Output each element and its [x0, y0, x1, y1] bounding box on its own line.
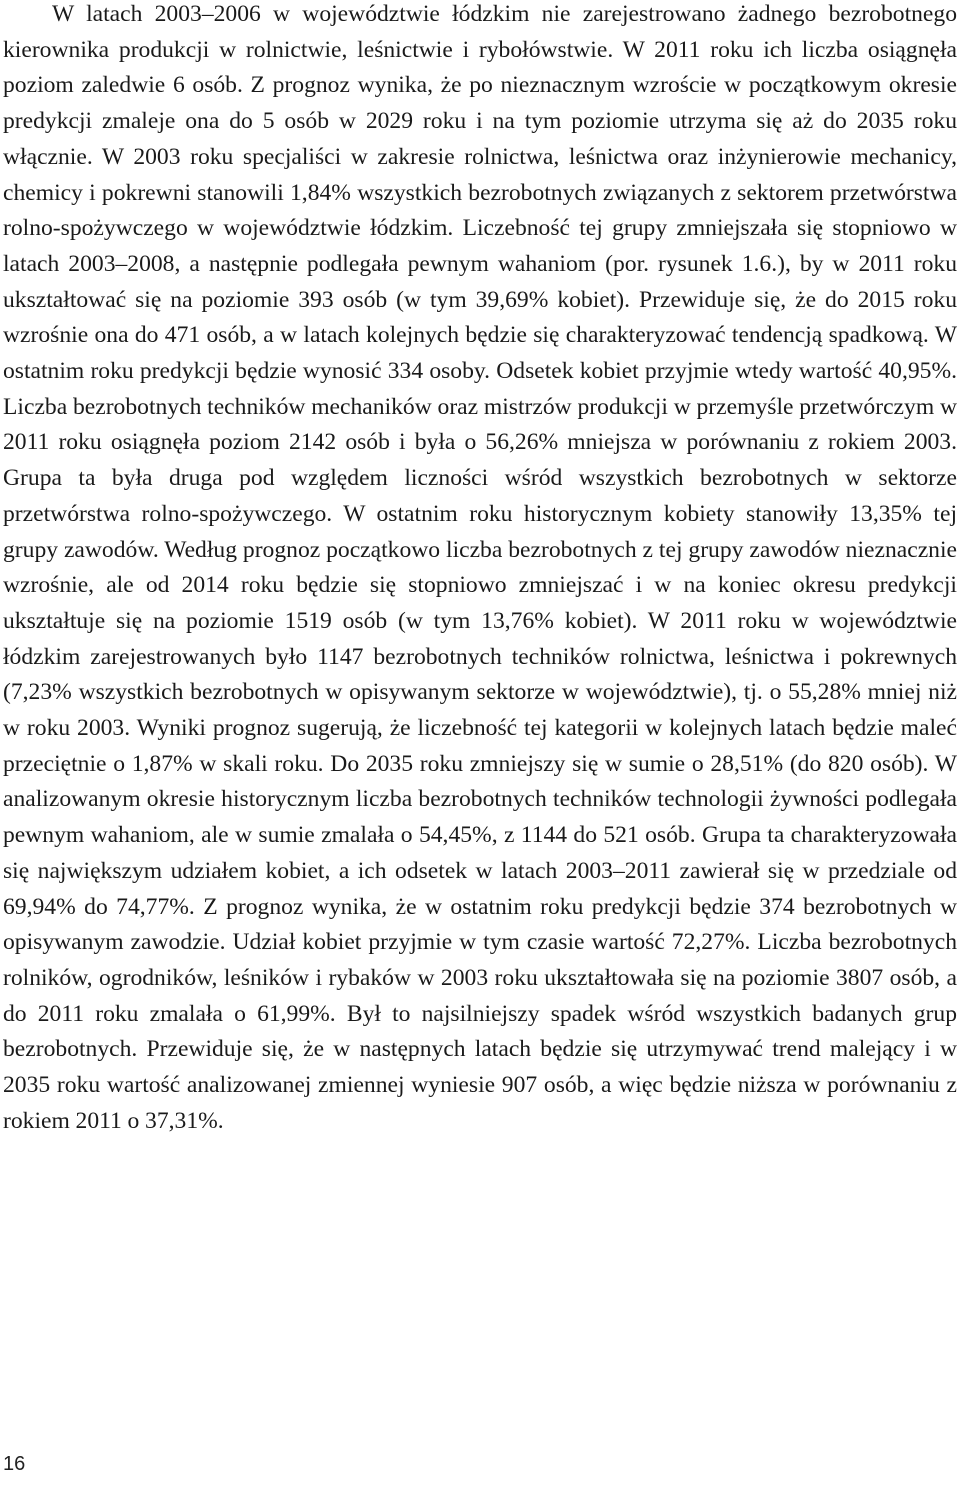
body-paragraph: W latach 2003–2006 w województwie łódzkim nie zarejestrowano żadnego bezrobotnego kierownika produkcji w rolnictwie, leśnictwie i rybołówstwie. W 2011 roku ich liczba osiągnęła poziom zaledwie 6 osób. Z prognoz wynika, że po nieznacznym wzroście w początkowym okresie predykcji zmaleje ona do 5 osób w 2029 roku i na tym poziomie utrzyma się aż do 2035 roku włącznie. W 2003 roku specjaliści w zakresie rolnictwa, leśnictwa oraz inżynierowie mechanicy, chemicy i pokrewni stanowili 1,84% wszystkich bezrobotnych związanych z sektorem przetwórstwa rolno-spożywczego w województwie łódzkim. Liczebność tej grupy zmniejszała się stopniowo w latach 2003–2008, a następnie podlegała pewnym wahaniom (por. rysunek 1.6.), by w 2011 roku ukształtować się na poziomie 393 osób (w tym 39,69% kobiet). Przewiduje się, że do 2015 roku wzrośnie ona do 471 osób, a w latach kolejnych będzie się charakteryzować tendencją spadkową. W ostatnim roku predykcji będzie wynosić 334 osoby. Odsetek kobiet przyjmie wtedy wartość 40,95%. Liczba bezrobotnych techników mechaników oraz mistrzów produkcji w przemyśle przetwórczym w 2011 roku osiągnęła poziom 2142 osób i była o 56,26% mniejsza w porównaniu z rokiem 2003. Grupa ta była druga pod względem liczności wśród wszystkich bezrobotnych w sektorze przetwórstwa rolno-spożywczego. W ostatnim roku historycznym kobiety stanowiły 13,35% tej grupy zawodów. Według prognoz początkowo liczba bezrobotnych z tej grupy zawodów nieznacznie wzrośnie, ale od 2014 roku będzie się stopniowo zmniejszać i w na koniec okresu predykcji ukształtuje się na poziomie 1519 osób (w tym 13,76% kobiet). W 2011 roku w województwie łódzkim zarejestrowanych było 1147 bezrobotnych techników rolnictwa, leśnictwa i pokrewnych (7,23% wszystkich bezrobotnych w opisywanym sektorze w województwie), tj. o 55,28% mniej niż w roku 2003. Wyniki prognoz sugerują, że liczebność tej kategorii w kolejnych latach będzie maleć przeciętnie o 1,87% w skali roku. Do 2035 roku zmniejszy się w sumie o 28,51% (do 820 osób). W analizowanym okresie historycznym liczba bezrobotnych techników technologii żywności podlegała pewnym wahaniom, ale w sumie zmalała o 54,45%, z 1144 do 521 osób. Grupa ta charakteryzowała się największym udziałem kobiet, a ich odsetek w latach 2003–2011 zawierał się w przedziale od 69,94% do 74,77%. Z prognoz wynika, że w ostatnim roku predykcji będzie 374 bezrobotnych w opisywanym zawodzie. Udział kobiet przyjmie w tym czasie wartość 72,27%. Liczba bezrobotnych rolników, ogrodników, leśników i rybaków w 2003 roku ukształtowała się na poziomie 3807 osób, a do 2011 roku zmalała o 61,99%. Był to najsilniejszy spadek wśród wszystkich badanych grup bezrobotnych. Przewiduje się, że w następnych latach będzie się utrzymywać trend malejący i w 2035 roku wartość analizowanej zmiennej wyniesie 907 osób, a więc będzie niższa w porównaniu z rokiem 2011 o 37,31%.: [3, 1, 957, 1134]
page-number: 16: [3, 1453, 26, 1475]
